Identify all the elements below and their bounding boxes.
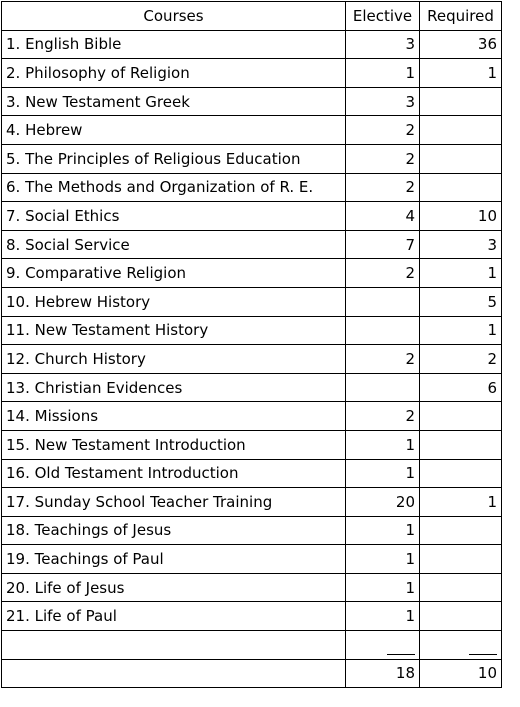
course-name: 19. Teachings of Paul bbox=[2, 545, 346, 574]
elective-value: 1 bbox=[346, 459, 420, 488]
required-value: 1 bbox=[420, 259, 502, 288]
required-value: 36 bbox=[420, 30, 502, 59]
elective-value: 3 bbox=[346, 30, 420, 59]
totals-blank bbox=[2, 659, 346, 688]
required-value bbox=[420, 430, 502, 459]
elective-value: 1 bbox=[346, 545, 420, 574]
table-row bbox=[2, 459, 502, 488]
table-row bbox=[2, 602, 502, 631]
required-value bbox=[420, 545, 502, 574]
table-row bbox=[2, 202, 502, 231]
required-value: 2 bbox=[420, 345, 502, 374]
table-row bbox=[2, 430, 502, 459]
required-value: 1 bbox=[420, 59, 502, 88]
required-value: 1 bbox=[420, 488, 502, 517]
elective-value bbox=[346, 373, 420, 402]
table-row bbox=[2, 87, 502, 116]
required-value: 1 bbox=[420, 316, 502, 345]
required-value bbox=[420, 173, 502, 202]
table-row bbox=[2, 59, 502, 88]
required-value bbox=[420, 573, 502, 602]
course-name: 17. Sunday School Teacher Training bbox=[2, 488, 346, 517]
table-row bbox=[2, 373, 502, 402]
course-name: 18. Teachings of Jesus bbox=[2, 516, 346, 545]
course-name: 8. Social Service bbox=[2, 230, 346, 259]
table-row bbox=[2, 173, 502, 202]
elective-underline bbox=[346, 631, 420, 660]
table-row bbox=[2, 316, 502, 345]
elective-value: 2 bbox=[346, 144, 420, 173]
elective-value bbox=[346, 287, 420, 316]
course-name: 11. New Testament History bbox=[2, 316, 346, 345]
table-row bbox=[2, 287, 502, 316]
course-name: 15. New Testament Introduction bbox=[2, 430, 346, 459]
elective-value: 1 bbox=[346, 602, 420, 631]
underline-row bbox=[2, 631, 502, 660]
elective-value: 2 bbox=[346, 173, 420, 202]
elective-value: 1 bbox=[346, 59, 420, 88]
required-value bbox=[420, 116, 502, 145]
course-name: 1. English Bible bbox=[2, 30, 346, 59]
elective-value: 4 bbox=[346, 202, 420, 231]
required-value: 3 bbox=[420, 230, 502, 259]
course-name: 13. Christian Evidences bbox=[2, 373, 346, 402]
course-name: 16. Old Testament Introduction bbox=[2, 459, 346, 488]
required-value: 5 bbox=[420, 287, 502, 316]
required-value bbox=[420, 459, 502, 488]
elective-value: 1 bbox=[346, 430, 420, 459]
elective-value: 1 bbox=[346, 573, 420, 602]
required-total: 10 bbox=[420, 659, 502, 688]
required-value bbox=[420, 87, 502, 116]
courses-table bbox=[1, 1, 502, 688]
header-row bbox=[2, 2, 502, 31]
course-name: 6. The Methods and Organization of R. E. bbox=[2, 173, 346, 202]
required-value: 10 bbox=[420, 202, 502, 231]
course-name: 5. The Principles of Religious Education bbox=[2, 144, 346, 173]
elective-value: 1 bbox=[346, 516, 420, 545]
required-value bbox=[420, 602, 502, 631]
elective-value: 7 bbox=[346, 230, 420, 259]
table-row bbox=[2, 230, 502, 259]
table-row bbox=[2, 402, 502, 431]
table-row bbox=[2, 144, 502, 173]
elective-value: 20 bbox=[346, 488, 420, 517]
elective-value: 3 bbox=[346, 87, 420, 116]
courses-header: Courses bbox=[2, 2, 346, 31]
table-row bbox=[2, 259, 502, 288]
underline-blank bbox=[2, 631, 346, 660]
course-name: 10. Hebrew History bbox=[2, 287, 346, 316]
course-name: 7. Social Ethics bbox=[2, 202, 346, 231]
elective-value: 2 bbox=[346, 116, 420, 145]
elective-value bbox=[346, 316, 420, 345]
course-name: 14. Missions bbox=[2, 402, 346, 431]
table-row bbox=[2, 545, 502, 574]
course-name: 2. Philosophy of Religion bbox=[2, 59, 346, 88]
table-row bbox=[2, 345, 502, 374]
elective-header: Elective bbox=[346, 2, 420, 31]
elective-value: 2 bbox=[346, 402, 420, 431]
required-value bbox=[420, 402, 502, 431]
required-header: Required bbox=[420, 2, 502, 31]
course-name: 9. Comparative Religion bbox=[2, 259, 346, 288]
course-name: 12. Church History bbox=[2, 345, 346, 374]
course-name: 3. New Testament Greek bbox=[2, 87, 346, 116]
course-name: 4. Hebrew bbox=[2, 116, 346, 145]
table-row bbox=[2, 116, 502, 145]
table-row bbox=[2, 488, 502, 517]
elective-total: 18 bbox=[346, 659, 420, 688]
course-name: 21. Life of Paul bbox=[2, 602, 346, 631]
required-underline bbox=[420, 631, 502, 660]
totals-row bbox=[2, 659, 502, 688]
course-rows bbox=[2, 30, 502, 630]
required-value bbox=[420, 516, 502, 545]
required-value: 6 bbox=[420, 373, 502, 402]
table-row bbox=[2, 573, 502, 602]
elective-value: 2 bbox=[346, 259, 420, 288]
course-name: 20. Life of Jesus bbox=[2, 573, 346, 602]
table-row bbox=[2, 516, 502, 545]
elective-value: 2 bbox=[346, 345, 420, 374]
required-value bbox=[420, 144, 502, 173]
table-row bbox=[2, 30, 502, 59]
